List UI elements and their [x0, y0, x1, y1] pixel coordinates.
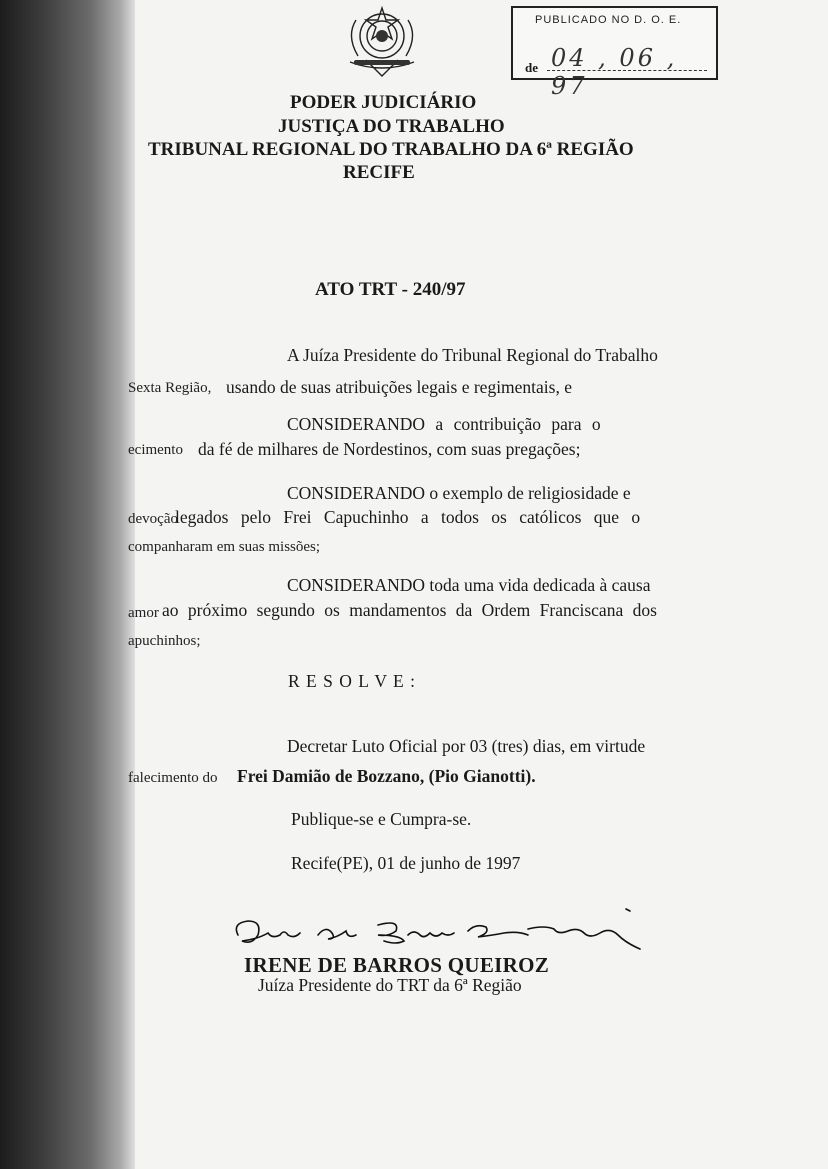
header-justica: JUSTIÇA DO TRABALHO [278, 116, 505, 137]
coat-of-arms-icon [336, 0, 428, 78]
header-poder: PODER JUDICIÁRIO [290, 92, 477, 113]
act-title: ATO TRT - 240/97 [315, 279, 466, 300]
stamp-label: PUBLICADO NO D. O. E. [535, 14, 682, 26]
decree-line-1: Decretar Luto Oficial por 03 (tres) dias, em virtude [287, 736, 646, 756]
considerando-2-line-2: legados pelo Frei Capuchinho a todos os católicos que o [175, 507, 641, 527]
considerando-1-line-1: CONSIDERANDO a contribuição para o [287, 414, 601, 434]
header-recife: RECIFE [343, 162, 415, 183]
considerando-1-line-2: da fé de milhares de Nordestinos, com suas pregações; [198, 439, 581, 459]
intro-line-2-cut: Sexta Região, [128, 380, 212, 396]
considerando-2-line-1: CONSIDERANDO o exemplo de religiosidade e [287, 483, 631, 503]
scan-binding-shadow [0, 0, 135, 1169]
stamp-date-line [547, 70, 707, 71]
considerando-3-line-3: apuchinhos; [128, 633, 201, 649]
considerando-3-line-2-cut: amor [128, 605, 159, 621]
intro-line-1: A Juíza Presidente do Tribunal Regional do Trabalho [287, 345, 658, 365]
publish-line: Publique-se e Cumpra-se. [291, 809, 472, 829]
considerando-3-line-2: ao próximo segundo os mandamentos da Ordem Franciscana dos [162, 600, 657, 620]
considerando-2-line-2-cut: devoção [128, 511, 178, 527]
decree-line-2-name: Frei Damião de Bozzano, (Pio Gianotti). [237, 766, 536, 786]
signatory-role: Juíza Presidente do TRT da 6ª Região [258, 975, 522, 995]
decree-line-2-cut: falecimento do [128, 770, 218, 786]
considerando-3-line-1: CONSIDERANDO toda uma vida dedicada à causa [287, 575, 651, 595]
stamp-prefix: de [525, 60, 538, 75]
intro-line-2: usando de suas atribuições legais e regimentais, e [226, 377, 573, 397]
signatory-name: IRENE DE BARROS QUEIROZ [244, 953, 550, 977]
header-tribunal: TRIBUNAL REGIONAL DO TRABALHO DA 6ª REGIÃO [148, 139, 634, 160]
place-date-line: Recife(PE), 01 de junho de 1997 [291, 853, 521, 873]
stamp-date: 04 , 06 , 97 [551, 44, 678, 100]
considerando-2-line-3: companharam em suas missões; [128, 539, 321, 555]
considerando-1-line-2-cut: ecimento [128, 442, 183, 458]
publication-stamp [511, 6, 718, 100]
resolve-heading: R E S O L V E : [288, 671, 416, 691]
